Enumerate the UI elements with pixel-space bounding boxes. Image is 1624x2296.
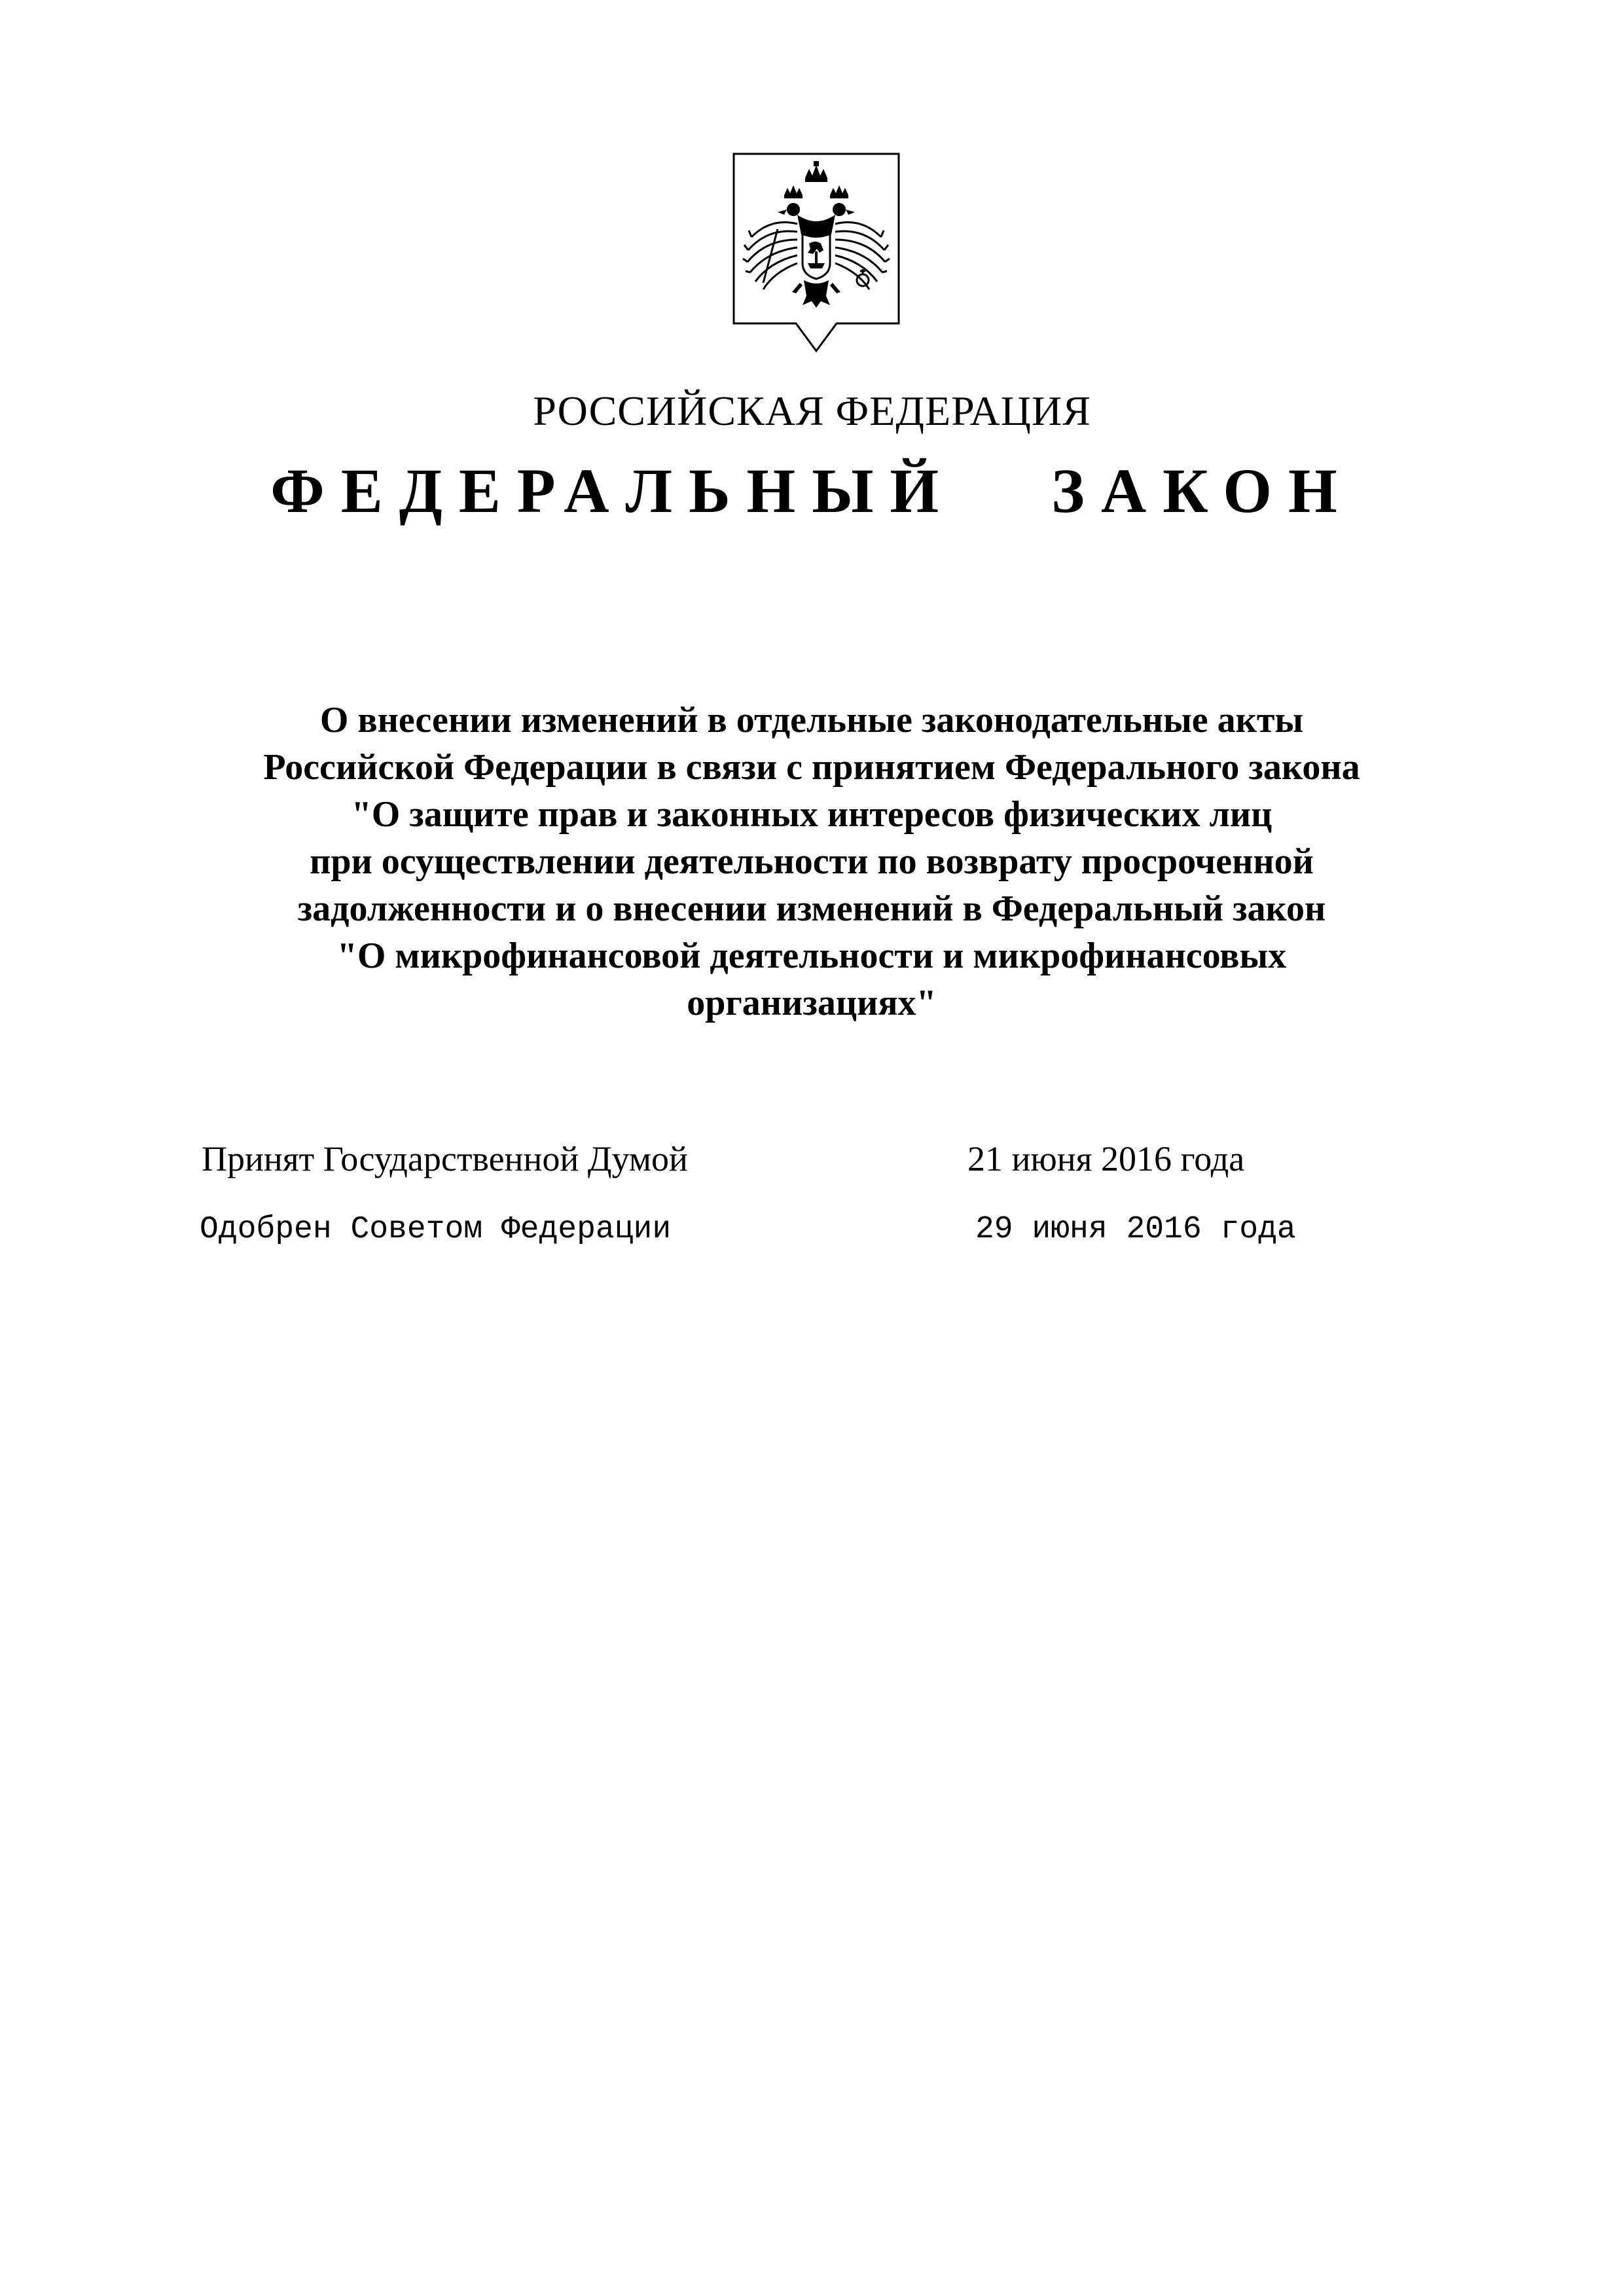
law-title-line: организациях" [687, 983, 937, 1023]
law-title-line: задолженности и о внесении изменений в Федеральный закон [297, 888, 1326, 929]
duma-adoption-label: Принят Государственной Думой [202, 1139, 688, 1178]
coat-of-arms-icon [732, 152, 901, 354]
law-title-line: Российской Федерации в связи с принятием Федерального закона [263, 747, 1360, 788]
council-approval-label: Одобрен Советом Федерации [200, 1212, 672, 1247]
law-title-line: "О микрофинансовой деятельности и микрофинансовых [336, 936, 1287, 976]
duma-adoption-row [0, 1139, 1624, 1178]
country-name: РОССИЙСКАЯ ФЕДЕРАЦИЯ [533, 388, 1091, 434]
law-title [196, 697, 1427, 1027]
document-type: ФЕДЕРАЛЬНЫЙ ЗАКОН [270, 456, 1354, 526]
law-title-line: О внесении изменений в отдельные законодательные акты [319, 700, 1304, 740]
law-title-line: "О защите прав и законных интересов физических лиц [351, 794, 1272, 835]
law-title-line: при осуществлении деятельности по возврату просроченной [310, 841, 1314, 882]
council-approval-row [0, 1210, 1624, 1249]
duma-adoption-date: 21 июня 2016 года [967, 1139, 1245, 1178]
council-approval-date: 29 июня 2016 года [975, 1212, 1296, 1247]
